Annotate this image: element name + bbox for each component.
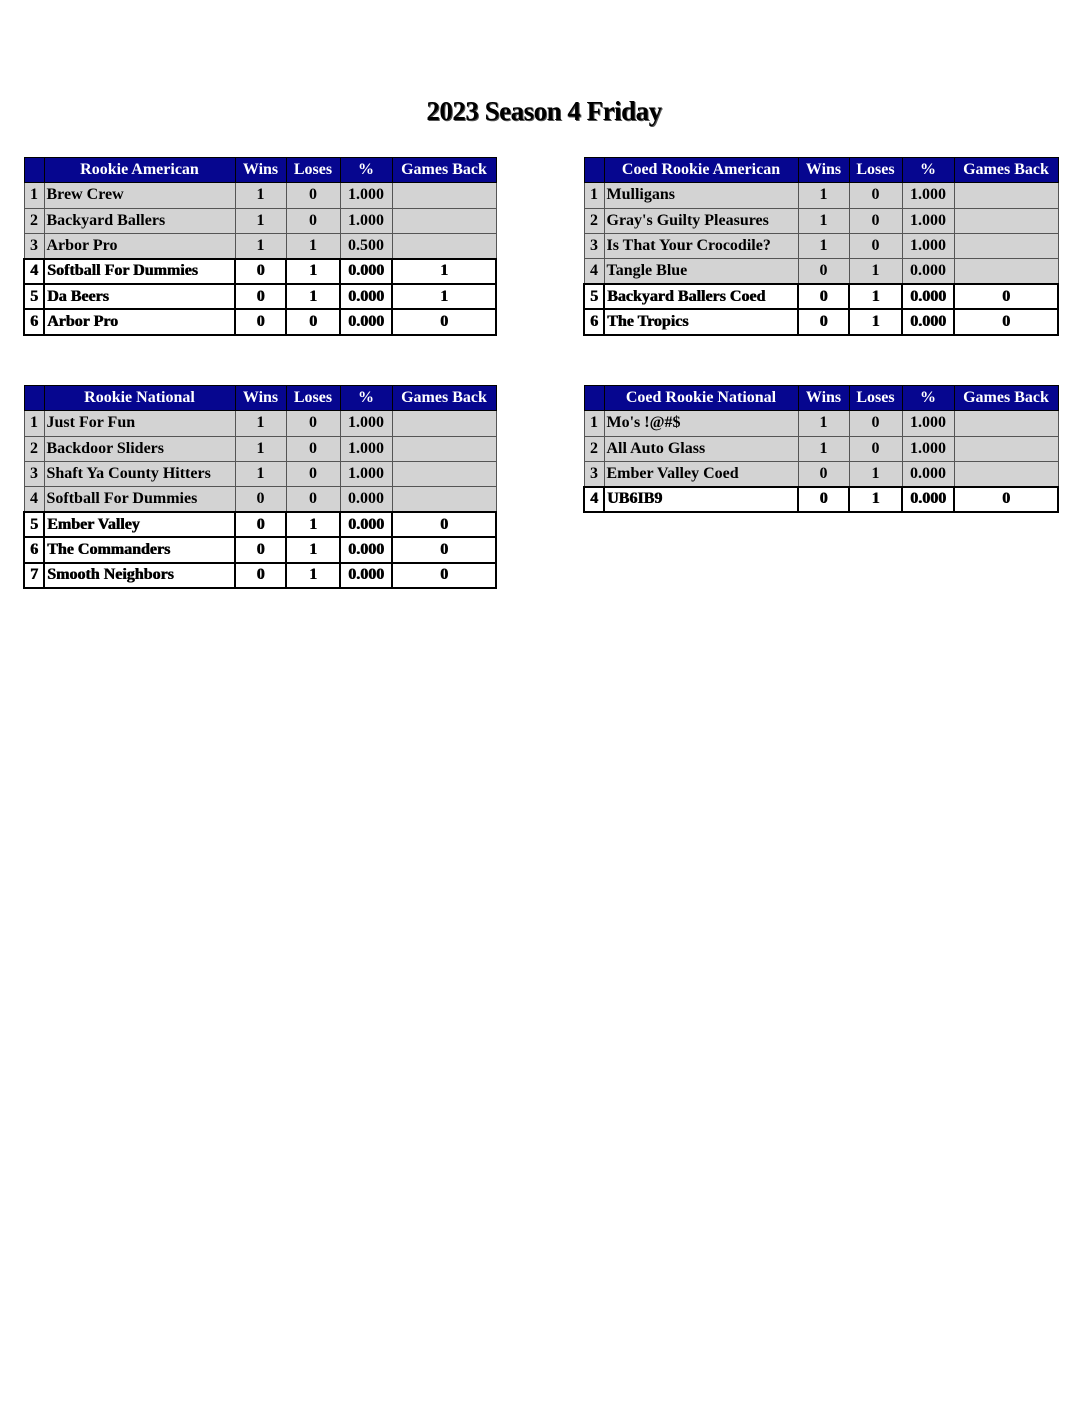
wins-header: Wins <box>798 158 849 183</box>
wins-cell: 1 <box>798 183 849 208</box>
division-name: Rookie American <box>44 158 235 183</box>
pct-cell: 1.000 <box>902 233 954 258</box>
wins-cell: 0 <box>798 309 849 334</box>
team-cell: Brew Crew <box>44 183 235 208</box>
games-back-cell <box>954 461 1058 486</box>
team-cell: All Auto Glass <box>604 436 798 461</box>
pct-cell: 1.000 <box>902 183 954 208</box>
loses-cell: 0 <box>849 208 902 233</box>
wins-cell: 0 <box>235 487 286 512</box>
team-cell: Softball For Dummies <box>44 259 235 284</box>
rookie-american-table <box>23 157 497 336</box>
header-row <box>24 386 496 411</box>
games-back-cell <box>392 461 496 486</box>
rank-header <box>24 158 44 183</box>
wins-cell: 0 <box>798 487 849 512</box>
table-row <box>24 512 496 537</box>
team-cell: Just For Fun <box>44 411 235 436</box>
loses-cell: 0 <box>286 309 340 334</box>
games-back-cell <box>392 487 496 512</box>
coed-rookie-american-table <box>583 157 1059 336</box>
team-cell: Backyard Ballers <box>44 208 235 233</box>
pct-cell: 0.000 <box>340 487 392 512</box>
pct-cell: 0.000 <box>902 259 954 284</box>
loses-cell: 1 <box>286 284 340 309</box>
pct-cell: 0.000 <box>340 284 392 309</box>
rank-cell: 1 <box>24 411 44 436</box>
wins-cell: 0 <box>798 284 849 309</box>
team-cell: Arbor Pro <box>44 309 235 334</box>
team-cell: UB6IB9 <box>604 487 798 512</box>
rookie-national-table <box>23 385 497 589</box>
loses-cell: 1 <box>286 259 340 284</box>
pct-cell: 1.000 <box>902 436 954 461</box>
rank-cell: 3 <box>584 461 604 486</box>
team-cell: Backyard Ballers Coed <box>604 284 798 309</box>
rank-header <box>584 158 604 183</box>
pct-cell: 1.000 <box>902 208 954 233</box>
loses-cell: 0 <box>286 436 340 461</box>
games-back-cell: 1 <box>392 284 496 309</box>
loses-cell: 1 <box>849 309 902 334</box>
games-back-header: Games Back <box>392 386 496 411</box>
team-cell: Gray's Guilty Pleasures <box>604 208 798 233</box>
games-back-cell: 0 <box>392 309 496 334</box>
loses-cell: 1 <box>849 487 902 512</box>
wins-cell: 1 <box>235 208 286 233</box>
games-back-cell <box>954 411 1058 436</box>
pct-header: % <box>902 158 954 183</box>
rank-cell: 3 <box>24 461 44 486</box>
pct-cell: 0.000 <box>902 487 954 512</box>
games-back-cell <box>954 233 1058 258</box>
games-back-cell <box>392 233 496 258</box>
loses-cell: 1 <box>849 284 902 309</box>
rank-cell: 4 <box>584 487 604 512</box>
loses-header: Loses <box>286 386 340 411</box>
wins-cell: 0 <box>235 537 286 562</box>
games-back-cell: 0 <box>392 563 496 588</box>
games-back-cell <box>954 208 1058 233</box>
pct-cell: 1.000 <box>340 183 392 208</box>
table-row <box>584 436 1058 461</box>
loses-header: Loses <box>286 158 340 183</box>
pct-cell: 0.500 <box>340 233 392 258</box>
table-row <box>24 183 496 208</box>
team-cell: Softball For Dummies <box>44 487 235 512</box>
wins-cell: 1 <box>235 411 286 436</box>
wins-cell: 1 <box>235 233 286 258</box>
header-row <box>24 158 496 183</box>
rank-header <box>24 386 44 411</box>
table-row <box>584 284 1058 309</box>
loses-header: Loses <box>849 386 902 411</box>
loses-cell: 0 <box>849 183 902 208</box>
rank-cell: 1 <box>584 183 604 208</box>
loses-cell: 1 <box>286 563 340 588</box>
pct-cell: 0.000 <box>902 284 954 309</box>
loses-cell: 1 <box>286 537 340 562</box>
table-row <box>24 309 496 334</box>
games-back-cell <box>392 411 496 436</box>
table-row <box>24 563 496 588</box>
team-cell: The Commanders <box>44 537 235 562</box>
games-back-cell: 0 <box>954 284 1058 309</box>
pct-cell: 1.000 <box>340 436 392 461</box>
pct-cell: 1.000 <box>902 411 954 436</box>
page-title: 2023 Season 4 Friday <box>426 96 662 126</box>
pct-cell: 1.000 <box>340 461 392 486</box>
pct-header: % <box>340 158 392 183</box>
table-row <box>24 259 496 284</box>
pct-cell: 1.000 <box>340 208 392 233</box>
rank-header <box>584 386 604 411</box>
games-back-cell <box>954 183 1058 208</box>
rank-cell: 2 <box>24 208 44 233</box>
table-row <box>584 208 1058 233</box>
coed-rookie-national-table <box>583 385 1059 513</box>
loses-cell: 1 <box>849 259 902 284</box>
wins-header: Wins <box>235 386 286 411</box>
wins-cell: 0 <box>235 512 286 537</box>
wins-cell: 0 <box>798 461 849 486</box>
wins-cell: 1 <box>235 436 286 461</box>
table-row <box>24 537 496 562</box>
table-row <box>584 233 1058 258</box>
pct-header: % <box>340 386 392 411</box>
team-cell: The Tropics <box>604 309 798 334</box>
table-row <box>24 487 496 512</box>
rank-cell: 4 <box>24 487 44 512</box>
rank-cell: 5 <box>584 284 604 309</box>
games-back-header: Games Back <box>954 158 1058 183</box>
wins-cell: 0 <box>235 259 286 284</box>
division-name: Coed Rookie American <box>604 158 798 183</box>
games-back-cell: 0 <box>954 309 1058 334</box>
loses-cell: 0 <box>286 461 340 486</box>
rank-cell: 6 <box>24 309 44 334</box>
header-row <box>584 158 1058 183</box>
games-back-cell: 0 <box>954 487 1058 512</box>
rank-cell: 6 <box>24 537 44 562</box>
pct-cell: 0.000 <box>340 259 392 284</box>
team-cell: Mulligans <box>604 183 798 208</box>
table-row <box>584 487 1058 512</box>
wins-header: Wins <box>798 386 849 411</box>
loses-cell: 1 <box>849 461 902 486</box>
team-cell: Is That Your Crocodile? <box>604 233 798 258</box>
table-row <box>24 284 496 309</box>
loses-cell: 1 <box>286 512 340 537</box>
wins-cell: 1 <box>235 461 286 486</box>
loses-cell: 0 <box>849 233 902 258</box>
rank-cell: 5 <box>24 512 44 537</box>
division-name: Rookie National <box>44 386 235 411</box>
wins-cell: 1 <box>798 411 849 436</box>
team-cell: Ember Valley <box>44 512 235 537</box>
games-back-cell <box>392 436 496 461</box>
table-row <box>24 461 496 486</box>
team-cell: Smooth Neighbors <box>44 563 235 588</box>
games-back-cell <box>392 208 496 233</box>
rank-cell: 2 <box>584 436 604 461</box>
loses-cell: 1 <box>286 233 340 258</box>
rank-cell: 3 <box>24 233 44 258</box>
games-back-cell <box>392 183 496 208</box>
rank-cell: 2 <box>584 208 604 233</box>
loses-cell: 0 <box>286 183 340 208</box>
pct-cell: 0.000 <box>902 461 954 486</box>
wins-header: Wins <box>235 158 286 183</box>
games-back-cell: 0 <box>392 512 496 537</box>
team-cell: Ember Valley Coed <box>604 461 798 486</box>
table-row <box>584 259 1058 284</box>
pct-cell: 1.000 <box>340 411 392 436</box>
games-back-header: Games Back <box>954 386 1058 411</box>
rank-cell: 4 <box>24 259 44 284</box>
rank-cell: 1 <box>24 183 44 208</box>
loses-cell: 0 <box>849 436 902 461</box>
pct-cell: 0.000 <box>340 537 392 562</box>
games-back-cell: 1 <box>392 259 496 284</box>
pct-cell: 0.000 <box>340 309 392 334</box>
table-row <box>584 461 1058 486</box>
games-back-header: Games Back <box>392 158 496 183</box>
rank-cell: 4 <box>584 259 604 284</box>
loses-cell: 0 <box>286 487 340 512</box>
loses-header: Loses <box>849 158 902 183</box>
wins-cell: 1 <box>798 208 849 233</box>
rank-cell: 5 <box>24 284 44 309</box>
team-cell: Tangle Blue <box>604 259 798 284</box>
games-back-cell: 0 <box>392 537 496 562</box>
table-row <box>24 208 496 233</box>
table-row <box>24 411 496 436</box>
team-cell: Da Beers <box>44 284 235 309</box>
rank-cell: 7 <box>24 563 44 588</box>
rank-cell: 6 <box>584 309 604 334</box>
pct-cell: 0.000 <box>340 512 392 537</box>
table-row <box>24 436 496 461</box>
team-cell: Mo's !@#$ <box>604 411 798 436</box>
loses-cell: 0 <box>286 411 340 436</box>
wins-cell: 0 <box>235 284 286 309</box>
wins-cell: 1 <box>235 183 286 208</box>
rank-cell: 2 <box>24 436 44 461</box>
wins-cell: 1 <box>798 436 849 461</box>
header-row <box>584 386 1058 411</box>
division-name: Coed Rookie National <box>604 386 798 411</box>
wins-cell: 1 <box>798 233 849 258</box>
loses-cell: 0 <box>849 411 902 436</box>
loses-cell: 0 <box>286 208 340 233</box>
team-cell: Backdoor Sliders <box>44 436 235 461</box>
wins-cell: 0 <box>235 563 286 588</box>
pct-cell: 0.000 <box>902 309 954 334</box>
pct-header: % <box>902 386 954 411</box>
table-row <box>584 309 1058 334</box>
team-cell: Shaft Ya County Hitters <box>44 461 235 486</box>
table-row <box>584 411 1058 436</box>
wins-cell: 0 <box>798 259 849 284</box>
table-row <box>24 233 496 258</box>
games-back-cell <box>954 436 1058 461</box>
team-cell: Arbor Pro <box>44 233 235 258</box>
table-row <box>584 183 1058 208</box>
rank-cell: 1 <box>584 411 604 436</box>
games-back-cell <box>954 259 1058 284</box>
wins-cell: 0 <box>235 309 286 334</box>
pct-cell: 0.000 <box>340 563 392 588</box>
rank-cell: 3 <box>584 233 604 258</box>
